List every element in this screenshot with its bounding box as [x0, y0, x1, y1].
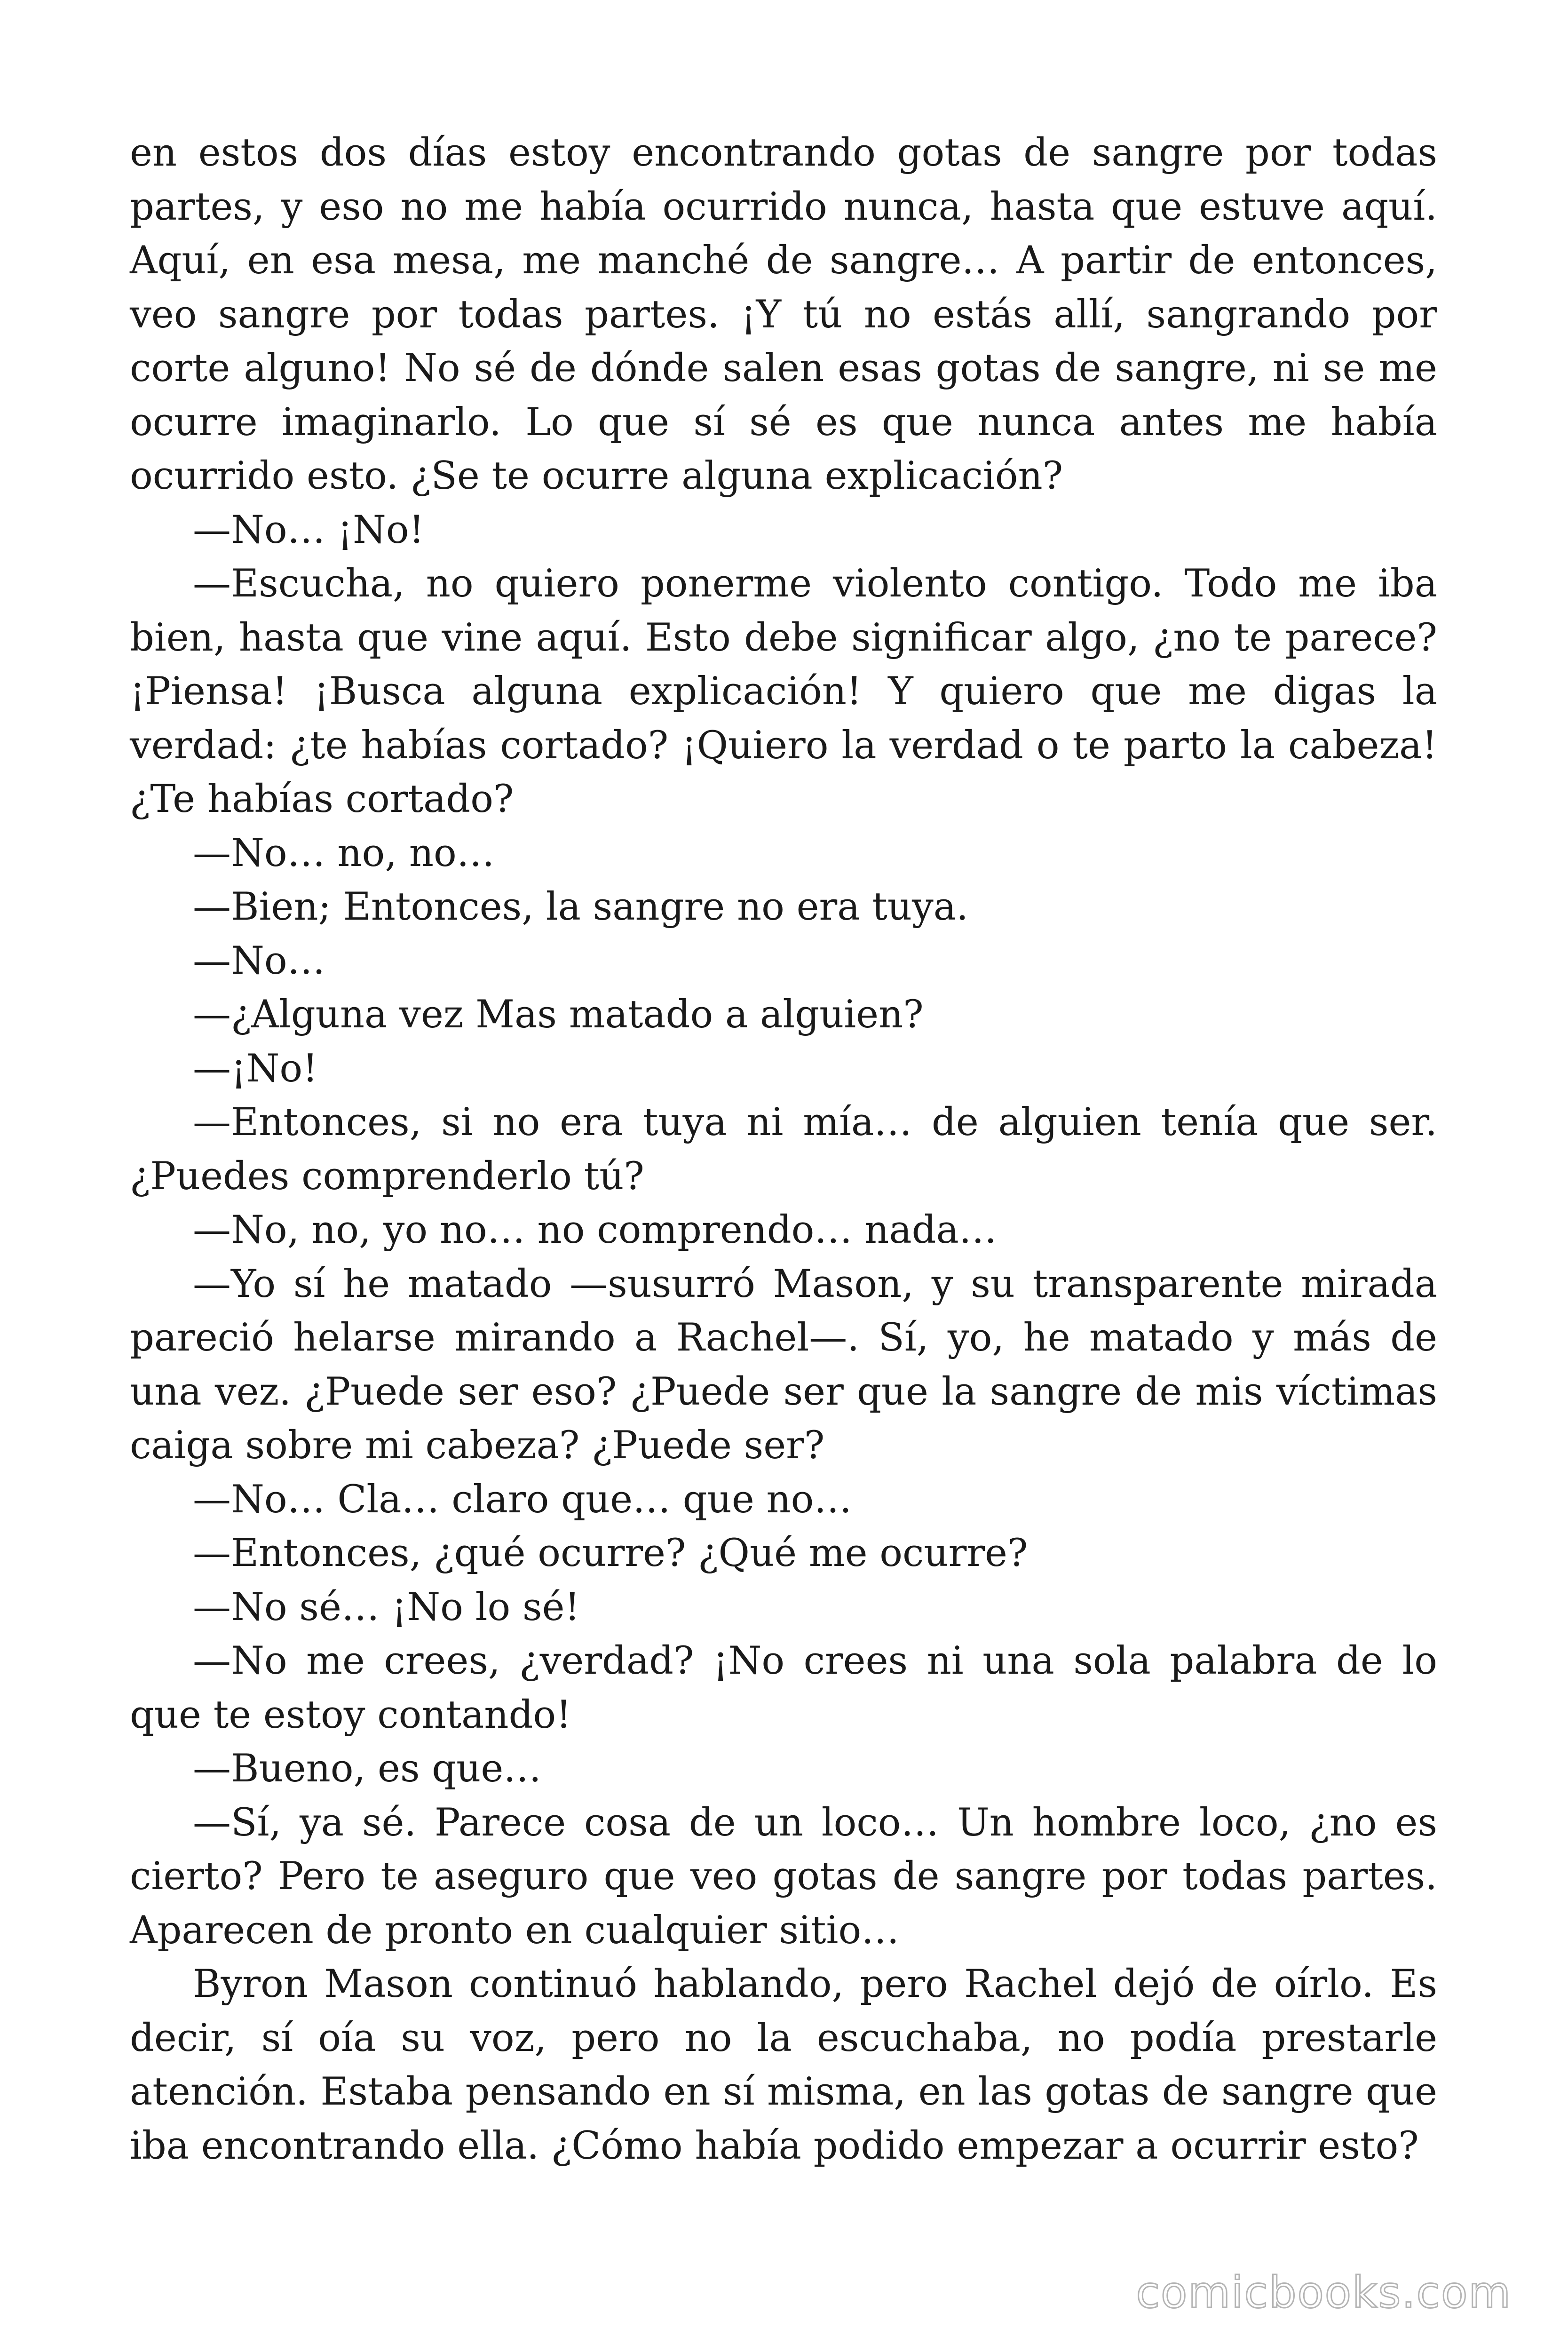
paragraph: Byron Mason continuó hablando, pero Rachel dejó de oírlo. Es decir, sí oía su voz, pero no la escuchaba, no podía prestarle atención. Estaba pensando en sí misma, en las gotas de sangre que iba encontrando ella. ¿Cómo había podido empezar a ocurrir esto?	[130, 1962, 1437, 2168]
dialogue-line: —No me crees, ¿verdad? ¡No crees ni una sola palabra de lo que te estoy contando!	[130, 1639, 1437, 1737]
watermark: comicbooks.com	[1136, 2267, 1512, 2318]
dialogue-line: —Entonces, ¿qué ocurre? ¿Qué me ocurre?	[193, 1531, 1028, 1575]
dialogue-line: —No… Cla… claro que… que no…	[193, 1477, 852, 1522]
dialogue-line: —Sí, ya sé. Parece cosa de un loco… Un hombre loco, ¿no es cierto? Pero te aseguro que veo gotas de sangre por todas partes. Aparecen de pronto en cualquier sitio…	[130, 1800, 1437, 1953]
dialogue-line: —No…	[193, 938, 325, 983]
dialogue-line: —Yo sí he matado —susurró Mason, y su transparente mirada pareció helarse mirando a Rachel—. Sí, yo, he matado y más de una vez. ¿Puede ser eso? ¿Puede ser que la sangre de mis víctimas caiga sobre mi cabeza? ¿Puede ser?	[130, 1262, 1437, 1468]
dialogue-line: —¡No!	[193, 1046, 318, 1091]
dialogue-line: —Escucha, no quiero ponerme violento contigo. Todo me iba bien, hasta que vine aquí. Esto debe significar algo, ¿no te parece? ¡Piensa! ¡Busca alguna explicación! Y quiero que me digas la verdad: ¿te habías cortado? ¡Quiero la verdad o te parto la cabeza! ¿Te habías cortado?	[130, 562, 1437, 821]
dialogue-line: —No sé… ¡No lo sé!	[193, 1585, 580, 1629]
dialogue-line: —Bien; Entonces, la sangre no era tuya.	[193, 885, 968, 929]
dialogue-line: —Entonces, si no era tuya ni mía… de alguien tenía que ser. ¿Puedes comprenderlo tú?	[130, 1100, 1437, 1199]
dialogue-line: —Bueno, es que…	[193, 1747, 542, 1791]
dialogue-line: —No… no, no…	[193, 831, 495, 875]
dialogue-line: —No, no, yo no… no comprendo… nada…	[193, 1208, 997, 1252]
paragraph: en estos dos días estoy encontrando gotas de sangre por todas partes, y eso no me había ocurrido nunca, hasta que estuve aquí. Aquí, en esa mesa, me manché de sangre… A partir de entonces, veo sangre por todas partes. ¡Y tú no estás allí, sangrando por corte alguno! No sé de dónde salen esas gotas de sangre, ni se me ocurre imaginarlo. Lo que sí sé es que nunca antes me había ocurrido esto. ¿Se te ocurre alguna explicación?	[130, 131, 1437, 498]
dialogue-line: —¿Alguna vez Mas matado a alguien?	[193, 993, 924, 1037]
book-page-text	[130, 126, 1437, 2173]
dialogue-line: —No… ¡No!	[193, 508, 425, 552]
